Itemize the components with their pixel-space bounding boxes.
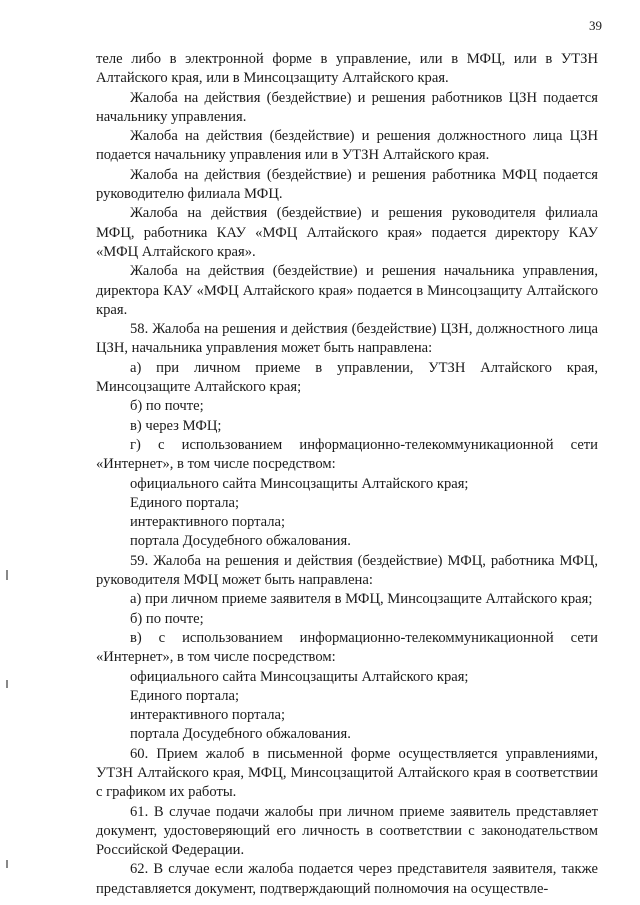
paragraph-60: 60. Прием жалоб в письменной форме осуществляется управлениями, УТЗН Алтайского края, МФЦ, Минсоцзащитой Алтайского края в соответствии с графиком их работы.	[96, 745, 598, 801]
scan-edge-mark	[6, 860, 8, 868]
paragraph: Жалоба на действия (бездействие) и решения работников ЦЗН подается начальнику управления.	[96, 89, 598, 125]
paragraph: Жалоба на действия (бездействие) и решения начальника управления, директора КАУ «МФЦ Алтайского края» подается в Минсоцзащиту Алтайского края.	[96, 263, 598, 318]
list-item: в) через МФЦ;	[130, 417, 222, 434]
list-item: б) по почте;	[130, 610, 204, 627]
list-item: портала Досудебного обжалования.	[130, 726, 351, 743]
list-item: официального сайта Минсоцзащиты Алтайского края;	[130, 668, 469, 685]
list-item: Единого портала;	[130, 494, 240, 511]
paragraph-59: 59. Жалоба на решения и действия (бездействие) МФЦ, работника МФЦ, руководителя МФЦ может быть направлена:	[96, 552, 598, 589]
list-item: в) с использованием информационно-телекоммуникационной сети «Интернет», в том числе посредством:	[96, 629, 598, 666]
scan-edge-mark	[6, 680, 8, 688]
paragraph: Жалоба на действия (бездействие) и решения руководителя филиала МФЦ, работника КАУ «МФЦ Алтайского края» подается директору КАУ «МФЦ Алтайского края».	[96, 205, 598, 260]
list-item: интерактивного портала;	[130, 707, 286, 724]
paragraph: Жалоба на действия (бездействие) и решения должностного лица ЦЗН подается начальнику управления или в УТЗН Алтайского края.	[96, 128, 598, 164]
paragraph-58: 58. Жалоба на решения и действия (бездействие) ЦЗН, должностного лица ЦЗН, начальника управления может быть направлена:	[96, 321, 598, 357]
paragraph: Жалоба на действия (бездействие) и решения работника МФЦ подается руководителю филиала МФЦ.	[96, 166, 598, 203]
list-item: б) по почте;	[130, 398, 204, 415]
scan-edge-mark	[6, 570, 8, 580]
list-item: интерактивного портала;	[130, 514, 286, 531]
document-body	[96, 50, 598, 899]
paragraph-62: 62. В случае если жалоба подается через представителя заявителя, также представляется документ, подтверждающий полномочия на осуществле-	[96, 861, 598, 897]
list-item: а) при личном приеме в управлении, УТЗН Алтайского края, Минсоцзащите Алтайского края;	[96, 359, 598, 396]
paragraph-61: 61. В случае подачи жалобы при личном приеме заявитель представляет документ, удостоверяющий его личность в соответствии с законодательством Российской Федерации.	[96, 803, 598, 859]
list-item: портала Досудебного обжалования.	[130, 533, 351, 550]
list-item: официального сайта Минсоцзащиты Алтайского края;	[130, 475, 469, 492]
page-number: 39	[589, 18, 602, 33]
list-item: Единого портала;	[130, 687, 240, 704]
list-item: а) при личном приеме заявителя в МФЦ, Минсоцзащите Алтайского края;	[130, 591, 593, 608]
list-item: г) с использованием информационно-телекоммуникационной сети «Интернет», в том числе посредством:	[96, 436, 598, 473]
paragraph: теле либо в электронной форме в управление, или в МФЦ, или в УТЗН Алтайского края, или в Минсоцзащиту Алтайского края.	[96, 51, 598, 87]
